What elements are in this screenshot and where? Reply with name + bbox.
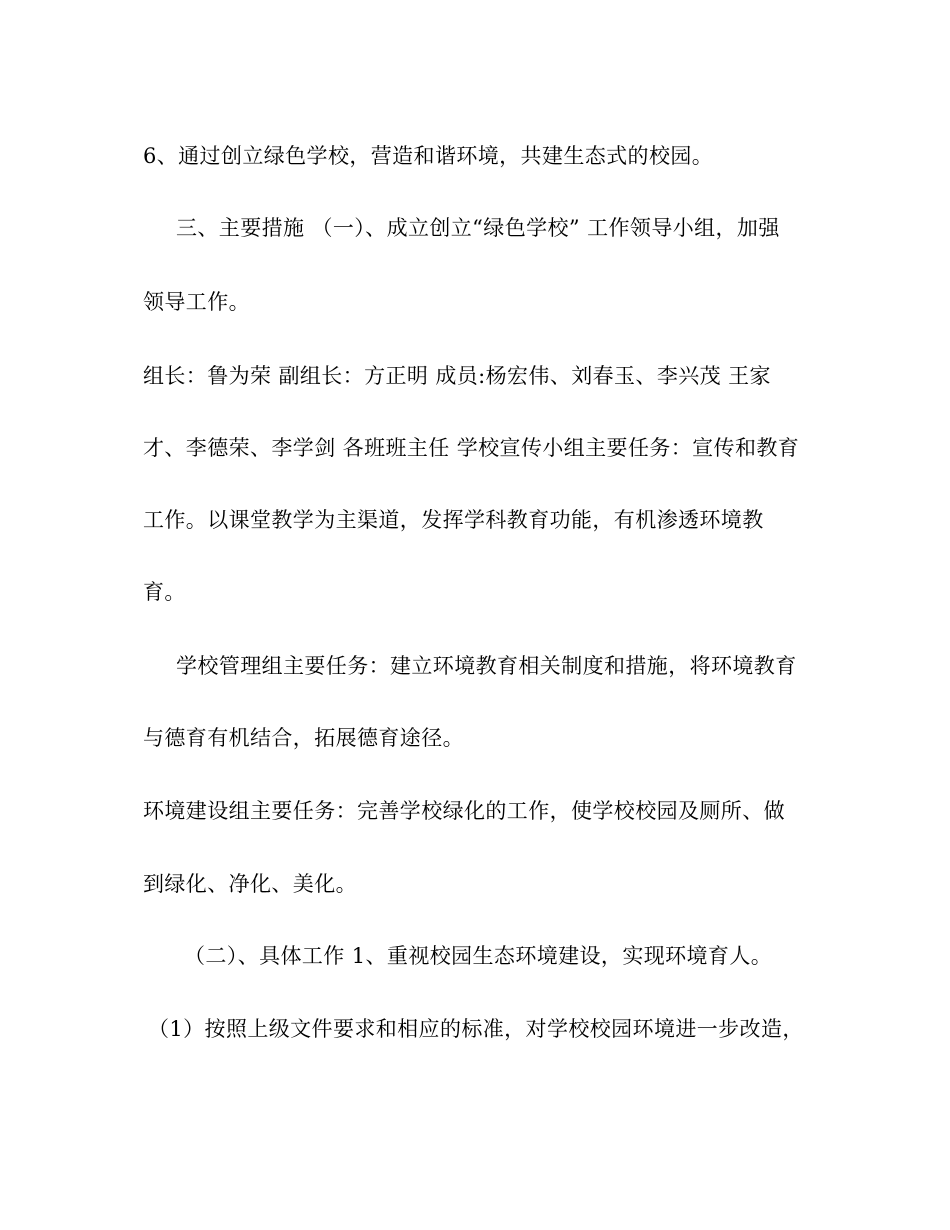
text-line-7: 育。 <box>143 580 186 604</box>
text-line-13: （1）按照上级文件要求和相应的标准，对学校校园环境进一步改造， <box>148 1017 804 1041</box>
text-line-9: 与德育有机结合，拓展德育途径。 <box>143 726 464 750</box>
text-line-10: 环境建设组主要任务：完善学校绿化的工作，使学校校园及厕所、做 <box>143 799 785 823</box>
text-line-11: 到绿化、净化、美化。 <box>143 872 357 896</box>
text-line-1: 6、通过创立绿色学校，营造和谐环境，共建生态式的校园。 <box>143 144 714 168</box>
text-line-12: （二）、具体工作 1、重视校园生态环境建设，实现环境育人。 <box>184 944 773 968</box>
text-line-5: 才、李德荣、李学剑 各班班主任 学校宣传小组主要任务：宣传和教育 <box>143 436 800 460</box>
text-line-6: 工作。以课堂教学为主渠道，发挥学科教育功能，有机渗透环境教 <box>143 508 764 532</box>
text-line-3: 领导工作。 <box>143 290 250 314</box>
text-line-8: 学校管理组主要任务：建立环境教育相关制度和措施，将环境教育 <box>176 654 797 678</box>
text-line-4: 组长：鲁为荣 副组长：方正明 成员:杨宏伟、刘春玉、李兴茂 王家 <box>143 364 771 388</box>
text-line-2: 三、主要措施 （一）、成立创立“绿色学校” 工作领导小组，加强 <box>176 216 780 240</box>
